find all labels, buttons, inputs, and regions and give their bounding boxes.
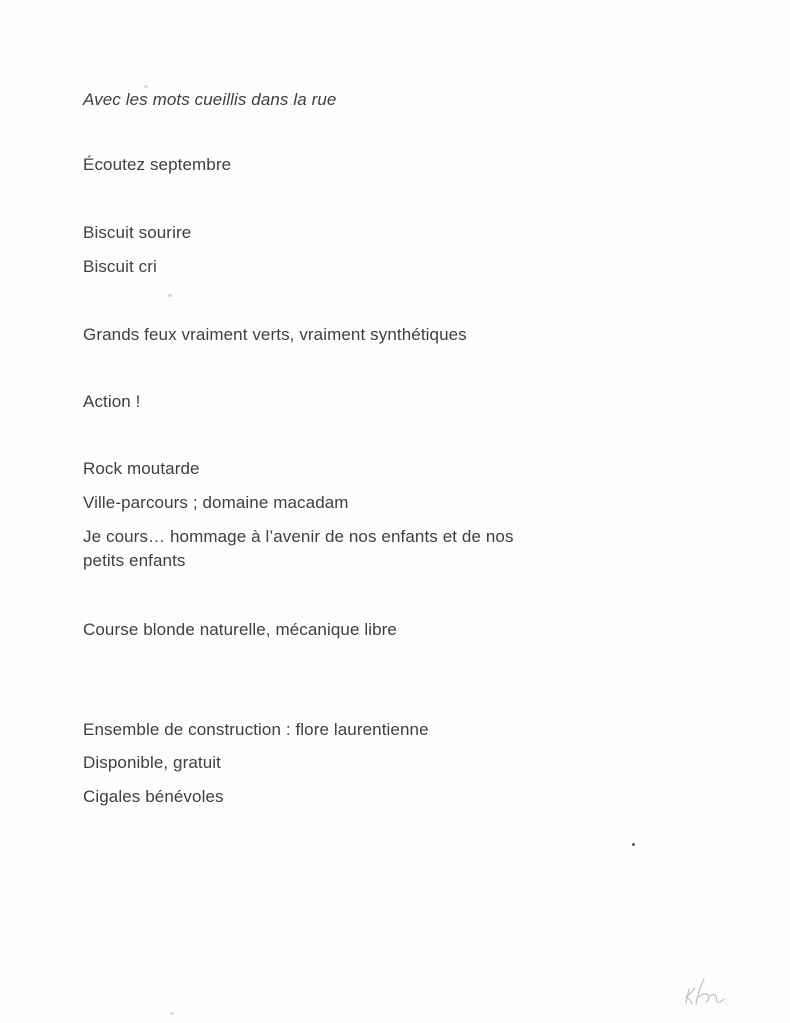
scan-speck <box>632 843 635 846</box>
poem-line: Grands feux vraiment verts, vraiment synthétiques <box>83 325 467 344</box>
poem-line: Je cours… hommage à l’avenir de nos enfants et de nos petits enfants <box>83 527 514 570</box>
poem-line: Action ! <box>83 392 141 411</box>
scan-speck <box>168 294 172 297</box>
poem-line: Ensemble de construction : flore laurentienne <box>83 720 429 739</box>
poem-line: Rock moutarde <box>83 459 200 478</box>
poem-line: Course blonde naturelle, mécanique libre <box>83 620 397 639</box>
poem-line: Biscuit sourire <box>83 223 192 242</box>
scan-speck <box>170 1012 174 1015</box>
poem-line: Biscuit cri <box>83 257 157 276</box>
poem-line: Écoutez septembre <box>83 155 232 174</box>
poem-line: Cigales bénévoles <box>83 787 224 806</box>
poem-line: Ville-parcours ; domaine macadam <box>83 493 349 512</box>
handwritten-initials-mark <box>683 977 735 1009</box>
poem-title-line: Avec les mots cueillis dans la rue <box>83 90 337 109</box>
poem-line: Disponible, gratuit <box>83 753 221 772</box>
scan-speck <box>144 85 148 88</box>
